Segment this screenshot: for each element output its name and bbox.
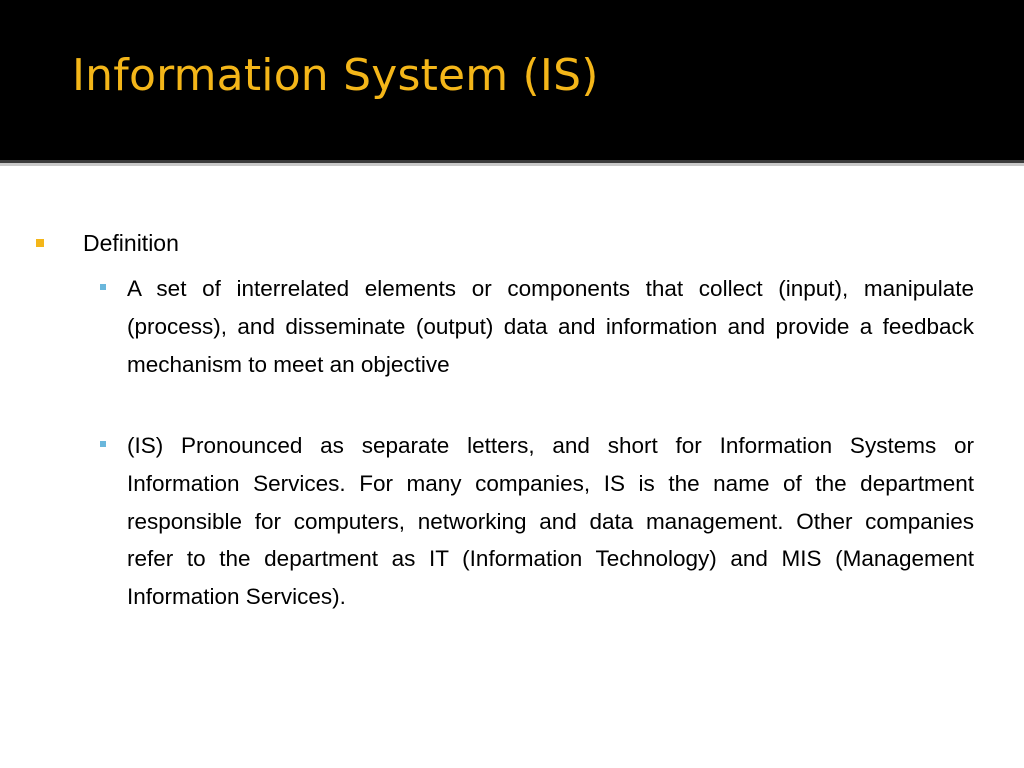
- definition-point-1: A set of interrelated elements or components that collect (input), manipulate (process), and disseminate (output) data and information and provide a feedback mechanism to meet an objective: [127, 276, 974, 377]
- square-bullet-icon: [100, 441, 106, 447]
- square-bullet-icon: [36, 239, 44, 247]
- definition-point-2: (IS) Pronounced as separate letters, and short for Information Systems or Information Services. For many companies, IS is the name of the department responsible for computers, networking and data management. Other companies refer to the department as IT (Information Technology) and MIS (Management Information Services).: [127, 433, 974, 610]
- slide-title: Information System (IS): [72, 50, 599, 101]
- definition-heading: Definition: [83, 230, 179, 256]
- square-bullet-icon: [100, 284, 106, 290]
